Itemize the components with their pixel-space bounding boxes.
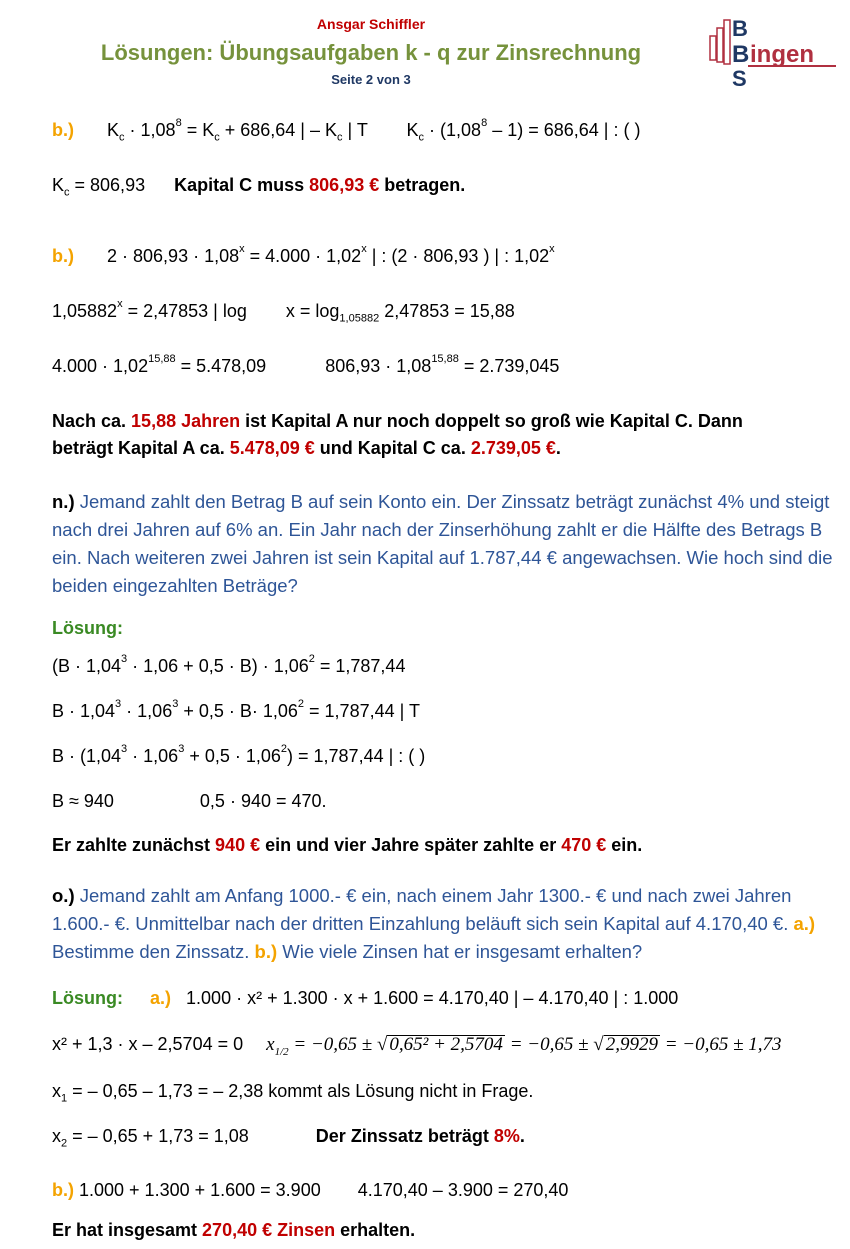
logo-letter-b2: B	[732, 41, 750, 68]
page-number: Seite 2 von 3	[331, 72, 411, 87]
sec2-answer: Nach ca. 15,88 Jahren ist Kapital A nur noch doppelt so groß wie Kapital C. Dann beträgt Kapital A ca. 5.478,09 € und Kapital C ca. 2.739,05 €.	[52, 411, 743, 458]
n-line-3: $B \cdot (1,04^3 \cdot 1,06^3 + 0,5 \cdot 1,06^2) = 1,787,44$ | : ( )	[52, 743, 426, 766]
task-o: o.) Jemand zahlt am Anfang 1000.- € ein, nach einem Jahr 1300.- € und nach zwei Jahren 1.600.- €. Unmittelbar nach der dritten Einzahlung beläuft sich sein Kapital auf 4.170,40 €. a.) Bestimme den Zinssatz. b.) Wie viele Zinsen hat er insgesamt erhalten?	[52, 885, 816, 962]
sec2-equation: b.) $2 \cdot 806,93 \cdot 1,08^x = 4.000 \cdot 1,02^x$ | : (2 · 806,93 ) | : 1,02$^x$	[52, 243, 555, 266]
n-line-4: B ≈ 940 0,5 · 940 = 470.	[52, 791, 327, 811]
author-name: Ansgar Schiffler	[316, 16, 426, 32]
o-eq-2: x² + 1,3 · x – 2,5704 = 0 $x_{1/2} = -0,65$ ± √ 0,65² + 2,5704 = −0,65 ± √ 2,9929 = −0,65 ± 1,73	[52, 1034, 782, 1058]
solution-label-n: Lösung:	[52, 618, 123, 638]
n-answer: Er zahlte zunächst 940 € ein und vier Jahre später zahlte er 470 € ein.	[52, 835, 643, 855]
logo-word: ingen	[750, 41, 814, 68]
o-b-eq: b.) 1.000 + 1.300 + 1.600 = 3.900 4.170,40 – 3.900 = 270,40	[52, 1180, 569, 1200]
sec2-values: $4.000 \cdot 1,02^{15,88} = 5.478,09$ $806,93 \cdot 1,08^{15,88} = 2.739,045$	[52, 353, 560, 376]
o-x1: $x_1$ = – 0,65 – 1,73 = – 2,38 kommt als Lösung nicht in Frage.	[52, 1081, 534, 1105]
logo-letter-s: S	[732, 66, 747, 88]
quadratic-formula: $x_{1/2} = -0,65$ ± √ 0,65² + 2,5704 = −0,65 ± √ 2,9929 = −0,65 ± 1,73	[266, 1034, 782, 1058]
task-n: n.) Jemand zahlt den Betrag B auf sein Konto ein. Der Zinssatz beträgt zunächst 4% und steigt nach drei Jahren auf 6% an. Ein Jahr nach der Zinserhöhung zahlt er die Hälfte des Betrags B ein. Nach weiteren zwei Jahren ist sein Kapital auf 1.787,44 € angewachsen. Wie hoch sind die beiden eingezahlten Beträge?	[52, 491, 833, 596]
sec2-log-line: $1,05882^x = 2,47853$ | $\log x = \log_{1,05882} 2,47853 = 15,88$	[52, 298, 515, 325]
sec1-equation: b.) $K_c \cdot 1,08^8 = K_c + 686,64$ | – $K_c$ | T $K_c \cdot (1,08^8 - 1) = 686,64$ | : ( )	[52, 117, 641, 144]
logo-letter-b1: B	[732, 16, 748, 41]
sec1-result: $K_c = 806,93$ Kapital C muss 806,93 € betragen.	[52, 175, 466, 199]
o-x2: $x_2$ = – 0,65 + 1,73 = 1,08 Der Zinssatz beträgt 8%.	[52, 1126, 525, 1150]
n-line-2: $B \cdot 1,04^3 \cdot 1,06^3 + 0,5 \cdot B\cdot 1,06^2 = 1,787,44$ | T	[52, 698, 420, 721]
o-final-answer: Er hat insgesamt 270,40 € Zinsen erhalten.	[52, 1220, 416, 1240]
bbs-bingen-logo	[708, 14, 840, 88]
o-eq-1: Lösung: a.) 1.000 · x² + 1.300 · x + 1.600 = 4.170,40 | – 4.170,40 | : 1.000	[52, 988, 679, 1008]
n-line-1: $(B \cdot 1,04^3 \cdot 1,06 + 0,5 \cdot B) \cdot 1,06^2 = 1,787,44$	[52, 653, 406, 676]
page-title: Lösungen: Übungsaufgaben k - q zur Zinsrechnung	[100, 40, 642, 65]
